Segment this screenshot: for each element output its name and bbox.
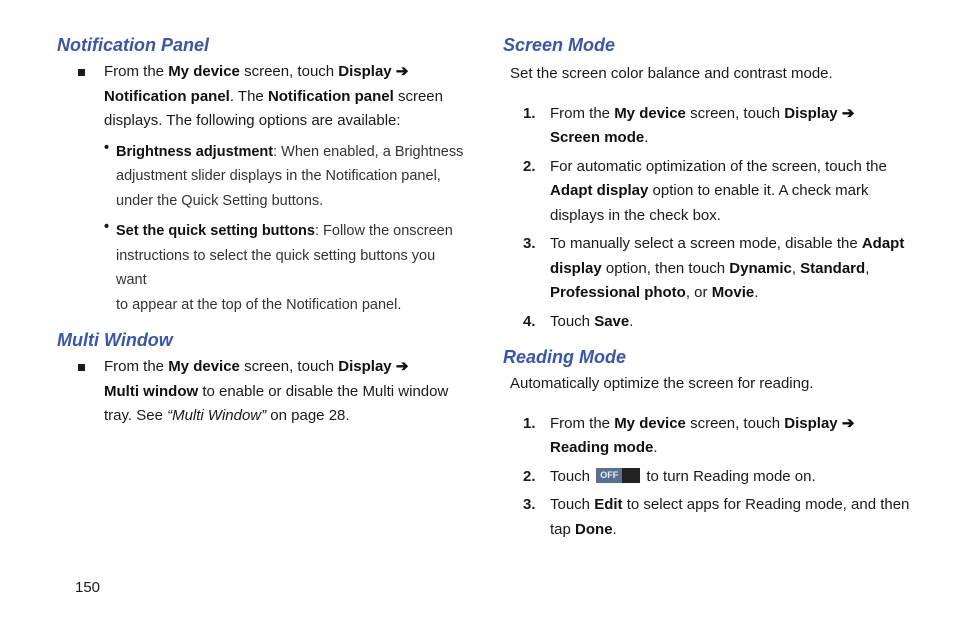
heading-notification-panel: Notification Panel (57, 35, 210, 55)
square-bullet-icon (78, 69, 85, 76)
dot-bullet-icon: • (104, 139, 110, 156)
heading-multi-window: Multi Window (57, 330, 173, 350)
square-bullet-icon (78, 364, 85, 371)
list-item: • Brightness adjustment: When enabled, a Brightness adjustment slider displays in the Notification panel, under the Quick Setting buttons. (104, 139, 464, 209)
intro-text: Set the screen color balance and contrast mode. (510, 65, 833, 82)
heading-reading-mode: Reading Mode (503, 347, 627, 367)
page-number: 150 (75, 579, 101, 596)
list-item: 2. Touch OFF to turn Reading mode on. (523, 467, 816, 485)
right-column (503, 34, 913, 542)
dot-bullet-icon: • (104, 219, 110, 235)
list-item: From the My device screen, touch Display ➔ Multi window to enable or disable the Multi window tray. See “Multi Window” on page 28. (57, 355, 467, 429)
list-item: • Set the quick setting buttons: Follow the onscreen instructions to select the quick setting buttons you want to appear at the top of the Notification panel. (104, 219, 453, 313)
list-item: 3. To manually select a screen mode, disable the Adapt display option, then touch Dynamic, Standard, Professional photo, or Movie. (523, 235, 905, 301)
cross-reference-link[interactable]: “Multi Window” (167, 407, 267, 424)
list-item: 4. Touch Save. (523, 312, 634, 330)
list-item: From the My device screen, touch Display ➔ Notification panel. The Notification panel screen displays. The following options are available: (57, 60, 467, 134)
list-item: 1. From the My device screen, touch Display ➔ Screen mode. (523, 104, 855, 146)
intro-text: Automatically optimize the screen for reading. (510, 375, 814, 392)
left-column (57, 34, 467, 429)
heading-screen-mode: Screen Mode (503, 35, 616, 55)
list-item: 3. Touch Edit to select apps for Reading mode, and then tap Done. (523, 496, 910, 538)
reading-mode-toggle-icon: OFF (596, 468, 640, 483)
list-item: 2. For automatic optimization of the screen, touch the Adapt display option to enable it. A check mark displays in the check box. (523, 157, 887, 224)
list-item: 1. From the My device screen, touch Display ➔ Reading mode. (523, 414, 855, 456)
